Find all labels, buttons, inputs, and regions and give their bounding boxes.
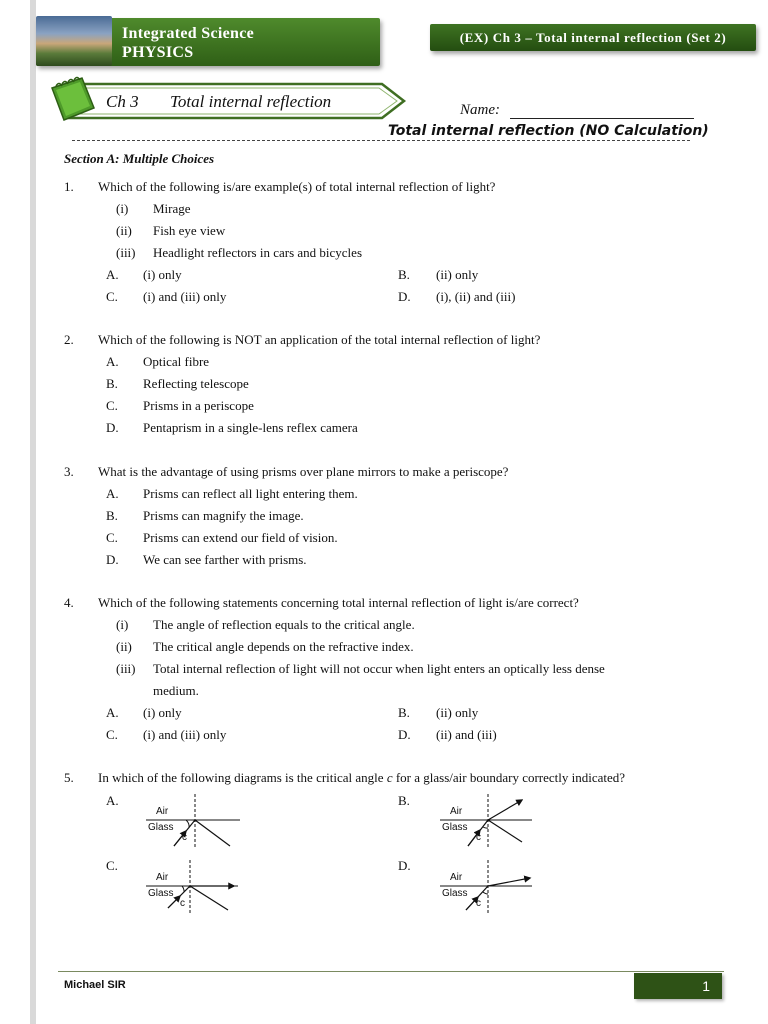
stem-part-2: for a glass/air boundary correctly indicated? <box>392 770 626 785</box>
option-letter: C. <box>106 530 118 545</box>
glass-label: Glass <box>442 888 468 899</box>
diagram-a[interactable] <box>146 792 246 850</box>
worksheet-subtitle: Total internal reflection (NO Calculation) <box>388 123 709 139</box>
subject-title <box>122 24 254 62</box>
angle-label: c <box>476 832 481 843</box>
page-margin-rule <box>30 0 36 1024</box>
question-stem <box>98 770 625 786</box>
option-text[interactable]: Prisms can reflect all light entering them. <box>143 486 358 501</box>
chapter-number: Ch 3 <box>106 92 139 111</box>
glass-label: Glass <box>148 888 174 899</box>
option-text[interactable]: (i), (ii) and (iii) <box>436 289 516 304</box>
footer-divider <box>58 971 724 972</box>
option-letter: B. <box>398 705 410 720</box>
name-label: Name: <box>460 102 500 118</box>
option-text[interactable]: (i) and (iii) only <box>143 289 227 304</box>
angle-label: c <box>476 898 481 909</box>
option-letter[interactable]: A. <box>106 793 119 808</box>
option-letter: D. <box>106 552 119 567</box>
notebook-icon <box>48 74 106 124</box>
option-letter: D. <box>106 420 119 435</box>
option-letter: B. <box>398 267 410 282</box>
option-letter: B. <box>106 376 118 391</box>
statement-number: (iii) <box>116 661 136 676</box>
statement-number: (iii) <box>116 245 136 260</box>
question-number: 4. <box>64 595 74 610</box>
statement-text: Mirage <box>153 201 191 216</box>
air-label: Air <box>156 806 169 817</box>
critical-angle-symbol: c <box>386 770 393 785</box>
option-text[interactable]: Prisms can magnify the image. <box>143 508 304 523</box>
option-letter: A. <box>106 705 119 720</box>
option-letter: B. <box>106 508 118 523</box>
option-text[interactable]: Pentaprism in a single-lens reflex camera <box>143 420 358 435</box>
option-letter: C. <box>106 398 118 413</box>
diagram-d[interactable] <box>440 858 540 916</box>
option-letter: A. <box>106 486 119 501</box>
angle-label: c <box>180 898 185 909</box>
question-number: 5. <box>64 770 74 785</box>
subject-line-2: PHYSICS <box>122 44 194 61</box>
option-letter: A. <box>106 267 119 282</box>
diagram-b[interactable] <box>440 792 540 850</box>
question-stem: Which of the following is NOT an application of the total internal reflection of light? <box>98 332 541 347</box>
statement-text: Headlight reflectors in cars and bicycles <box>153 245 362 260</box>
question-number: 2. <box>64 332 74 347</box>
option-text[interactable]: (i) only <box>143 267 182 282</box>
air-label: Air <box>156 872 169 883</box>
question-number: 1. <box>64 179 74 194</box>
statement-text-continued: medium. <box>153 683 199 698</box>
air-label: Air <box>450 806 463 817</box>
option-letter[interactable]: C. <box>106 858 118 873</box>
statement-number: (ii) <box>116 223 132 238</box>
glass-label: Glass <box>442 822 468 833</box>
option-letter: A. <box>106 354 119 369</box>
option-text[interactable]: We can see farther with prisms. <box>143 552 307 567</box>
footer-author: Michael SIR <box>64 979 126 991</box>
option-text[interactable]: (i) only <box>143 705 182 720</box>
option-letter[interactable]: B. <box>398 793 410 808</box>
banner-landscape-image <box>36 16 112 66</box>
glass-label: Glass <box>148 822 174 833</box>
option-text[interactable]: Reflecting telescope <box>143 376 249 391</box>
option-text[interactable]: (ii) only <box>436 705 479 720</box>
statement-number: (i) <box>116 201 129 216</box>
option-text[interactable]: (ii) and (iii) <box>436 727 497 742</box>
page-number: 1 <box>634 973 722 999</box>
question-stem: Which of the following is/are example(s) of total internal reflection of light? <box>98 179 496 194</box>
subject-line-1: Integrated Science <box>122 25 255 42</box>
statement-text: Total internal reflection of light will not occur when light enters an optically less dense <box>153 661 605 676</box>
option-letter: D. <box>398 727 411 742</box>
option-letter: D. <box>398 289 411 304</box>
option-letter: C. <box>106 727 118 742</box>
diagram-c[interactable] <box>146 858 246 916</box>
statement-text: The critical angle depends on the refractive index. <box>153 639 414 654</box>
angle-label: c <box>182 832 187 843</box>
option-text[interactable]: (ii) only <box>436 267 479 282</box>
statement-text: Fish eye view <box>153 223 226 238</box>
chapter-title: Total internal reflection <box>170 92 332 111</box>
option-letter: C. <box>106 289 118 304</box>
statement-number: (i) <box>116 617 129 632</box>
option-text[interactable]: (i) and (iii) only <box>143 727 227 742</box>
statement-number: (ii) <box>116 639 132 654</box>
question-stem: What is the advantage of using prisms over plane mirrors to make a periscope? <box>98 464 509 479</box>
statement-text: The angle of reflection equals to the critical angle. <box>153 617 415 632</box>
option-text[interactable]: Prisms in a periscope <box>143 398 254 413</box>
air-label: Air <box>450 872 463 883</box>
option-text[interactable]: Prisms can extend our field of vision. <box>143 530 338 545</box>
question-stem: Which of the following statements concerning total internal reflection of light is/are correct? <box>98 595 579 610</box>
question-number: 3. <box>64 464 74 479</box>
stem-part-1: In which of the following diagrams is the critical angle <box>98 770 387 785</box>
dashed-divider <box>72 140 690 141</box>
name-field-line[interactable] <box>510 118 694 119</box>
option-text[interactable]: Optical fibre <box>143 354 210 369</box>
option-letter[interactable]: D. <box>398 858 411 873</box>
exercise-title: (EX) Ch 3 – Total internal reflection (Set 2) <box>430 24 756 51</box>
section-title: Section A: Multiple Choices <box>64 151 215 166</box>
